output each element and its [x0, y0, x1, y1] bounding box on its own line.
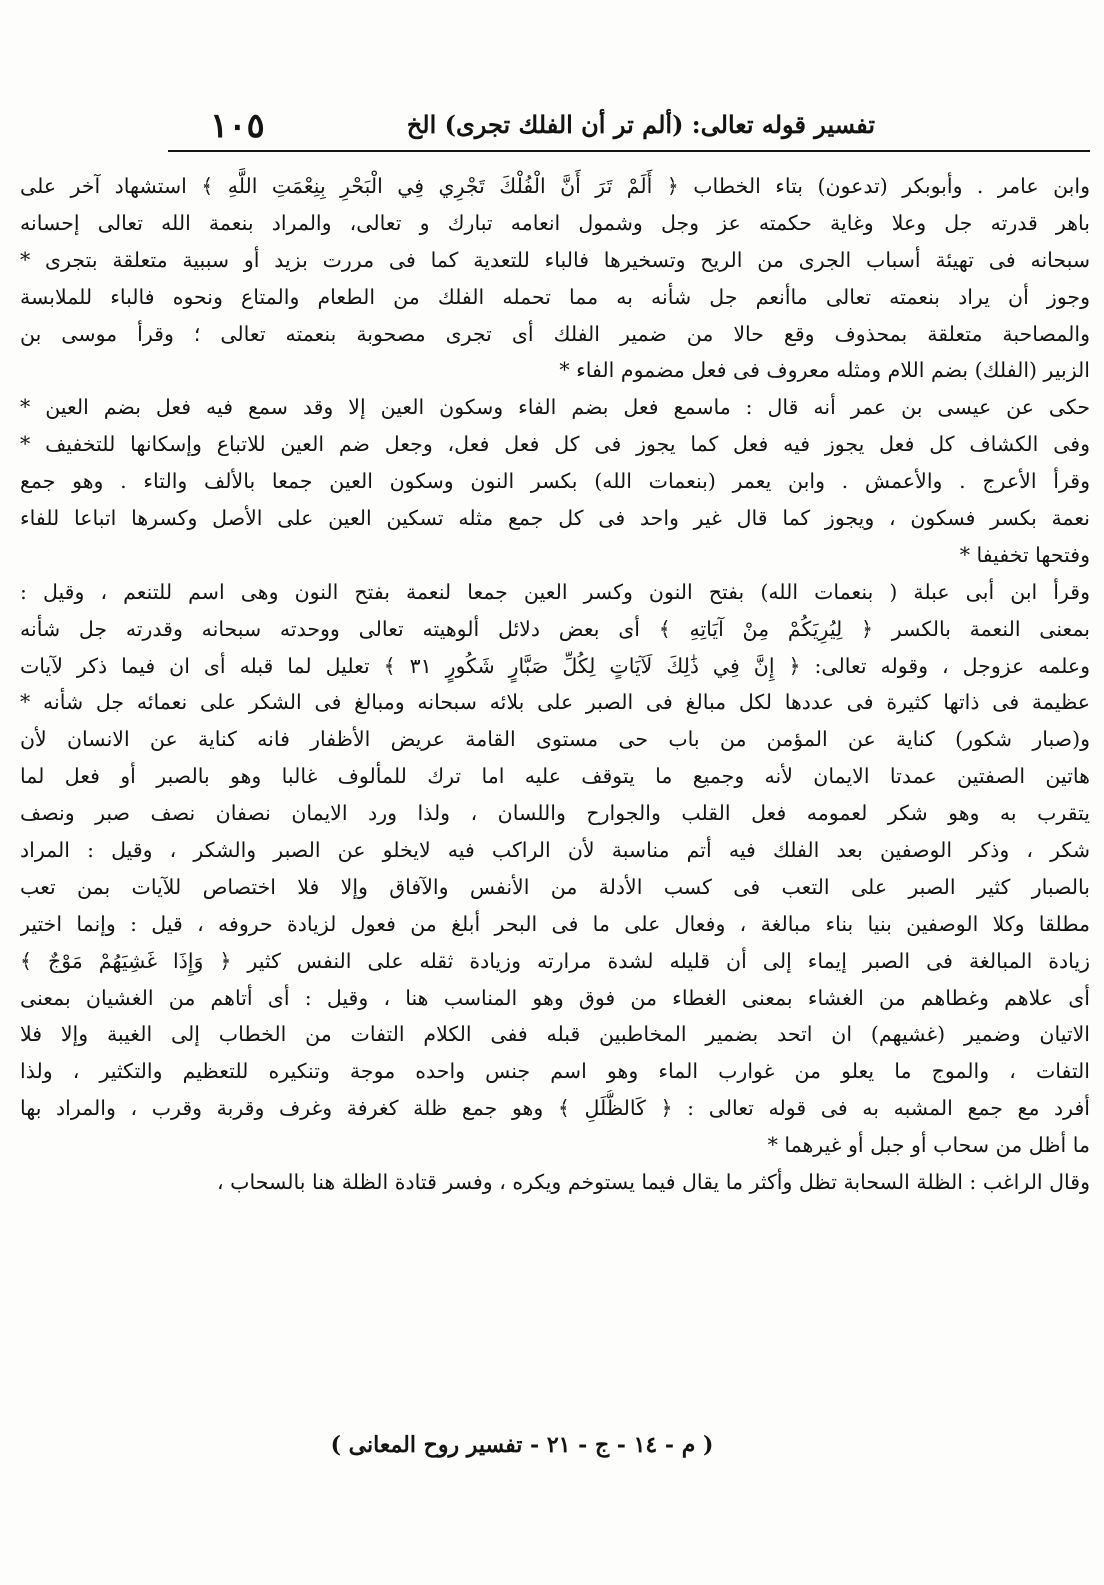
- text-line: وابن عامر . وأبوبكر (تدعون) بتاء الخطاب ﴿ أَلَمْ تَرَ أَنَّ الْفُلْكَ تَجْرِي فِي الْبَحْرِ بِنِعْمَتِ اللَّهِ ﴾ استشهاد آخر على: [20, 174, 1090, 198]
- text-line: وجوز أن يراد بنعمته تعالى ماأنعم جل شأنه به مما تحمله الفلك من الطعام والمتاع ونحوه فالباء للملابسة: [20, 284, 1090, 309]
- text-line: التفات ، والموج ما يعلو من غوارب الماء وهو اسم جنس واحده موجة وتنكيره للتعظيم والتكثير ، ولذا: [20, 1059, 1090, 1084]
- text-line: أفرد مع جمع المشبه به فى قوله تعالى : ﴿ كَالظُّلَلِ ﴾ وهو جمع ظلة كغرفة وغرف وقربة وقرب ، والمراد بها: [20, 1096, 1090, 1121]
- text-line: حكى عن عيسى بن عمر أنه قال : ماسمع فعل بضم الفاء وسكون العين إلا وقد سمع فيه فعل بضم العين *: [20, 395, 1090, 420]
- text-line: مطلقا وكلا الوصفين بنيا بناء مبالغة ، وفعال على ما فى البحر أبلغ من فعول لزيادة حروفه ، قيل : وإنما اختير: [20, 911, 1090, 936]
- text-line: وقال الراغب : الظلة السحابة تظل وأكثر ما يقال فيما يستوخم ويكره ، وفسر قتادة الظلة هنا بالسحاب ،: [217, 1170, 1090, 1195]
- header-rule: [168, 150, 1090, 152]
- text-line: عظيمة فى ذاتها كثيرة فى عددها لكل مبالغ فى الصبر على بلائه سبحانه ومبالغ فى الشكر على نعمائه جل شأنه *: [20, 690, 1090, 715]
- text-line: الاتيان وضمير (غشيهم) ان اتحد بضمير المخاطبين قبله ففى الكلام التفات من الخطاب إلى الغيبة وإلا فلا: [20, 1022, 1090, 1047]
- text-line: أى علاهم وغطاهم من الغشاء بمعنى الغطاء من فوق وهو المناسب هنا ، وقيل : أى أتاهم من الغشيان بمعنى: [20, 985, 1090, 1010]
- running-header: [170, 106, 1090, 152]
- text-line: و(صبار شكور) كناية عن المؤمن من باب حى مستوى القامة عريض الأظفار فانه كناية عن الانسان لأن: [20, 727, 1090, 752]
- text-line: والمصاحبة متعلقة بمحذوف وقع حالا من ضمير الفلك أى تجرى مصحوبة بنعمته تعالى ؛ وقرأ موسى بن: [20, 321, 1090, 346]
- header-title: تفسير قوله تعالى: (ألم تر أن الفلك تجرى) الخ: [406, 110, 875, 139]
- text-line: ما أظل من سحاب أو جبل أو غيرهما *: [767, 1133, 1090, 1158]
- text-line: بالصبار كثير الصبر على التعب فى كسب الأدلة من الأنفس والآفاق وإلا فلا اختصاص للآيات بمن تعب: [20, 874, 1090, 899]
- text-line: شكر ، وذكر الوصفين بعد الفلك فيه أتم مناسبة لأن الراكب فيه لايخلو عن الصبر والشكر ، وقيل : المراد: [20, 838, 1090, 863]
- text-line: وقرأ ابن أبى عبلة ( بنعمات الله) بفتح النون وكسر العين جمعا لنعمة بفتح النون وهى اسم للتنعم ، وقيل :: [20, 579, 1090, 604]
- body-text: [20, 168, 1090, 1201]
- text-line: بمعنى النعمة بالكسر ﴿ لِيُرِيَكُمْ مِنْ آيَاتِهِ ﴾ أى بعض دلائل ألوهيته تعالى ووحدته سبحانه وقدرته جل شأنه: [20, 616, 1090, 641]
- text-line: وعلمه عزوجل ، وقوله تعالى: ﴿ إِنَّ فِي ذَٰلِكَ لَآيَاتٍ لِكُلِّ صَبَّارٍ شَكُورٍ ٣١ ﴾ تعليل لما قبله أى ان فيما ذكر لآيات: [20, 653, 1090, 678]
- text-line: يتقرب به وهو شكر لعمومه فعل القلب والجوارح واللسان ، ولذا ورد الايمان نصفان نصف صبر ونصف: [20, 801, 1090, 826]
- text-line: وقرأ الأعرج . والأعمش . وابن يعمر (بنعمات الله) بكسر النون وسكون العين جمعا بالألف والتاء . وهو جمع: [20, 469, 1090, 494]
- text-line: باهر قدرته جل وعلا وغاية حكمته عز وجل وشمول انعامه تبارك و تعالى، والمراد بنعمة الله تعالى إحسانه: [20, 210, 1090, 235]
- text-line: الزبير (الفلك) بضم اللام ومثله معروف فى فعل مضموم الفاء *: [559, 358, 1090, 383]
- text-line: وفتحها تخفيفا *: [959, 542, 1090, 567]
- footer-text: ( م - ١٤ - ج - ٢١ - تفسير روح المعانى ): [330, 1432, 714, 1458]
- text-line: وفى الكشاف كل فعل يجوز فيه فعل كما يجوز فى كل فعل فعل، وجعل ضم العين للاتباع وإسكانها للتخفيف *: [20, 432, 1090, 457]
- footer-signature: [0, 1432, 1104, 1458]
- text-line: سبحانه فى تهيئة أسباب الجرى من الريح وتسخيرها فالباء للتعدية كما فى مررت بزيد أو سببية متعلقة بتجرى *: [20, 247, 1090, 272]
- text-line: نعمة بكسر فسكون ، ويجوز كما قال غير واحد فى كل جمع مثله تسكين العين على الأصل وكسرها اتباعا للفاء: [20, 506, 1090, 531]
- text-line: زيادة المبالغة فى الصبر إيماء إلى أن قليله لشدة مرارته وزيادة ثقله على النفس كثير ﴿ وَإِذَا غَشِيَهُمْ مَوْجٌ ﴾: [20, 948, 1090, 973]
- text-line: هاتين الصفتين عمدتا الايمان لأنه وجميع ما يتوقف عليه اما ترك للمألوف غالبا وهو بالصبر أو فعل لما: [20, 764, 1090, 789]
- page-number: ١٠٥: [210, 106, 265, 146]
